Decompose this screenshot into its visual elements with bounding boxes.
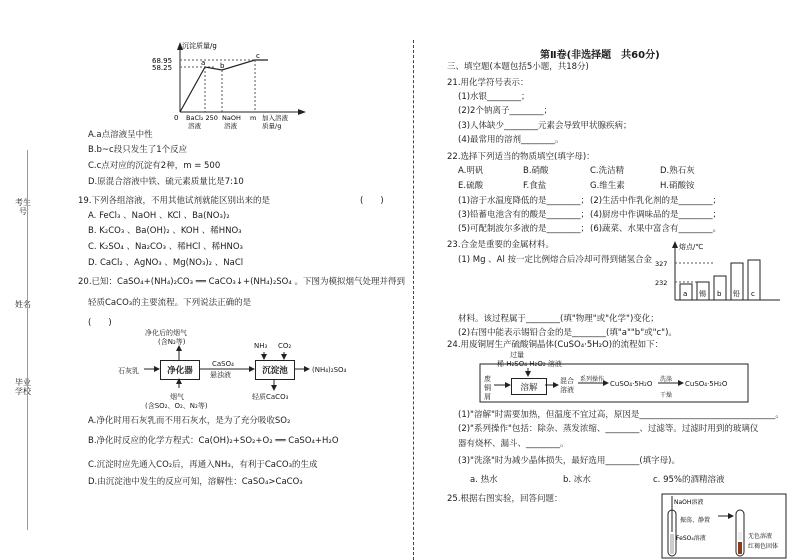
q24-part-1: (1)"溶解"时需要加热，但温度不宜过高，原因是________________________________。	[458, 410, 784, 420]
colorless-label: 无色溶液	[748, 533, 773, 540]
boil-label: 振荡、静置	[680, 517, 711, 524]
q25-figure	[660, 492, 790, 560]
q21-item-4: (4)最常用的溶剂________。	[458, 135, 564, 145]
flow24-waste-2: 铜	[484, 384, 491, 392]
q21-stem: 21.用化学符号表示：	[447, 78, 529, 88]
school-label: 毕业学校	[15, 378, 31, 396]
q24-part-2b: 器有烧杯、漏斗、________。	[458, 439, 569, 449]
bar-y-tick-1: 327	[655, 260, 668, 268]
flow24-mixed-2: 溶液	[560, 386, 574, 394]
flow24-series: 系列操作	[580, 376, 605, 383]
y-tick-1: 68.95	[152, 57, 173, 65]
q21-item-3: (3)人体缺少________元素会导致甲状腺疾病；	[458, 121, 632, 131]
q24-opt-c: c. 95%的酒精溶液	[653, 475, 725, 485]
flow24-reagents: 稀 H₂SO₄ H₂O₂ 溶液	[497, 360, 562, 368]
q19-option-a: A. FeCl₃ 、NaOH 、KCl 、Ba(NO₃)₂	[88, 211, 230, 221]
x-tick-1-sub: 溶液	[188, 122, 201, 130]
q20-stem-2: 轻质CaCO₃的主要流程。下列说法正确的是	[88, 298, 252, 308]
q20-flow-arrows	[110, 330, 330, 410]
flow24-crystal-2: CuSO₄·5H₂O	[685, 380, 728, 388]
x-tick-1: BaCl₂ 250	[186, 114, 218, 122]
bar-label-a: a	[683, 290, 688, 298]
q22-stem: 22.选择下列适当的物质填空(填字母)：	[447, 152, 595, 162]
product-label: (NH₄)₂SO₄	[312, 366, 347, 374]
column-divider	[413, 40, 414, 560]
q20-option-c: C.沉淀时应先通入CO₂后，再通入NH₃，有利于CaCO₃的生成	[88, 460, 318, 470]
flow24-mixed: 混合	[560, 377, 574, 385]
q19-stem: 19.下列各组溶液，不用其他试剂就能区别出来的是	[78, 196, 271, 206]
q22-item-3: (3)铅蓄电池含有的酸是________；	[458, 210, 590, 220]
x-axis-label-2: 质量/g	[262, 122, 282, 130]
side-line	[27, 150, 28, 530]
purified-gas: 净化后的烟气	[145, 329, 187, 337]
q24-part-3: (3)"洗涤"时为减少晶体损失，最好选用________(填字母)。	[458, 456, 680, 466]
exam-number-label: 考生号	[15, 198, 31, 216]
chart-ylabel: 沉淀质量/g	[182, 42, 217, 50]
q25-stem: 25.根据右图实验，回答问题：	[447, 494, 563, 504]
q18-option-c: C.c点对应的沉淀有2种，m = 500	[88, 161, 221, 171]
q22-opt-e: E.硫酸	[458, 181, 484, 191]
q20-paren: ( )	[88, 318, 112, 328]
section-title: 第Ⅱ卷(非选择题 共60分)	[540, 50, 660, 61]
q18-option-d: D.原混合溶液中铁、硫元素质量比是7:10	[88, 177, 244, 187]
q24-flow-frame	[478, 346, 758, 406]
q19-paren: ( )	[360, 196, 384, 206]
q22-item-4: (4)厨房中作调味品的是________；	[590, 210, 722, 220]
q20-option-d: D.由沉淀池中发生的反应可知，溶解性：CaSO₄>CaCO₃	[88, 477, 303, 487]
flow24-dry: 干燥	[660, 392, 673, 399]
purified-gas-sub: (含N₂等)	[158, 338, 186, 346]
q22-item-5: (5)可配制波尔多液的是________；	[458, 224, 590, 234]
q22-item-1: (1)溶于水温度降低的是________；	[458, 196, 590, 206]
co2-label: CO₂	[278, 342, 292, 350]
q24-opt-a: a. 热水	[470, 475, 498, 485]
red-brown-label: 红褐色固体	[748, 543, 779, 550]
bar-label-tin: 锡	[699, 290, 706, 298]
origin: 0	[174, 114, 179, 122]
q24-opt-b: b. 冰水	[563, 475, 591, 485]
q23-part-1: (1) Mg 、Al 按一定比例熔合后冷却可得到储氢合金	[458, 255, 653, 265]
q19-option-c: C. K₂SO₄ 、Na₂CO₃ 、稀HCl 、稀HNO₃	[88, 242, 243, 252]
q23-part-1b: 材料。该过程属于________(填"物理"或"化学")变化；	[458, 314, 659, 324]
q22-opt-a: A.明矾	[458, 166, 484, 176]
q19-option-d: D. CaCl₂ 、AgNO₃ 、Mg(NO₃)₂ 、NaCl	[88, 258, 244, 268]
q24-part-2: (2)"系列操作"包括：除杂、蒸发浓缩、________、过滤等。过滤时用到的玻璃仪	[458, 424, 759, 434]
flue-gas: 烟气	[170, 393, 184, 401]
q20-stem-1: 20.已知：CaSO₄+(NH₄)₂CO₃ ══ CaCO₃↓+(NH₄)₂SO₄ 。下图为模拟烟气处理并得到	[78, 277, 405, 287]
name-label: 姓名	[15, 300, 31, 309]
bar-label-c: c	[751, 290, 755, 298]
flow24-crystal-1: CuSO₄·5H₂O	[610, 380, 653, 388]
x-tick-2-sub: 溶液	[224, 122, 237, 130]
point-b: b	[220, 62, 225, 70]
flow24-waste-1: 废	[484, 375, 491, 383]
x-tick-2: NaOH	[222, 114, 241, 122]
bar-chart-ylabel: 熔点/℃	[679, 243, 704, 251]
q22-item-2: (2)生活中作乳化剂的是________；	[590, 196, 722, 206]
q18-option-a: A.a点溶液呈中性	[88, 130, 153, 140]
q22-opt-h: H.硝酸铵	[660, 181, 695, 191]
sediment-tank-box: 沉淀池	[255, 360, 295, 380]
q22-opt-g: G.维生素	[590, 181, 625, 191]
feso4-label: FeSO₄溶液	[676, 535, 706, 542]
point-a: a	[201, 59, 206, 67]
naoh-label: NaOH溶液	[674, 499, 704, 506]
lime-milk: 石灰乳	[118, 367, 139, 375]
dissolve-box: 溶解	[511, 378, 547, 395]
q20-option-b: B.净化时反应的化学方程式：Ca(OH)₂+SO₂+O₂ ══ CaSO₄+H₂O	[88, 436, 339, 446]
flow24-waste-3: 屑	[484, 393, 491, 401]
flue-gas-sub: (含SO₂、O₂、N₂等)	[145, 402, 208, 410]
part3-heading: 三、填空题(本题包括5小题，共18分)	[447, 62, 589, 72]
caso4-sub: 悬浊液	[210, 371, 231, 379]
light-caco3: 轻质CaCO₃	[252, 393, 289, 401]
bar-label-lead: 铅	[733, 290, 740, 298]
q23-part-2: (2)右图中能表示锡铅合金的是________(填"a""b"或"c")。	[458, 328, 677, 338]
q22-opt-c: C.洗洁精	[590, 166, 625, 176]
flow24-excess: 过量	[510, 351, 524, 359]
q23-stem: 23.合金是重要的金属材料。	[447, 240, 555, 250]
bar-y-tick-2: 232	[655, 279, 668, 287]
q24-stem: 24.用废铜屑生产硫酸铜晶体(CuSO₄·5H₂O)的流程如下：	[447, 340, 664, 350]
q20-option-a: A.净化时用石灰乳而不用石灰水，是为了充分吸收SO₂	[88, 416, 291, 426]
precipitate-chart	[150, 40, 310, 130]
x-tick-m: m	[250, 114, 257, 122]
q22-item-6: (6)蔬菜、水果中富含有________。	[590, 224, 722, 234]
q19-option-b: B. K₂CO₃ 、Ba(OH)₂ 、KOH 、稀HNO₃	[88, 226, 242, 236]
q22-opt-b: B.硝酸	[523, 166, 549, 176]
q18-option-b: B.b~c段只发生了1个反应	[88, 145, 188, 155]
y-tick-2: 58.25	[152, 64, 173, 72]
flow24-wash: 洗涤	[660, 376, 673, 383]
point-c: c	[256, 52, 260, 60]
caso4-label: CaSO₄	[212, 360, 234, 368]
q21-item-2: (2)2个钠离子________；	[458, 106, 552, 116]
bar-label-b: b	[717, 290, 722, 298]
x-axis-label: 加入溶液	[262, 114, 288, 122]
purifier-box: 净化器	[160, 360, 200, 380]
q21-item-1: (1)水银________；	[458, 92, 530, 102]
melting-point-chart	[655, 240, 785, 305]
q22-opt-d: D.熟石灰	[660, 166, 695, 176]
nh3-label: NH₃	[254, 342, 268, 350]
q22-opt-f: F.食盐	[523, 181, 547, 191]
